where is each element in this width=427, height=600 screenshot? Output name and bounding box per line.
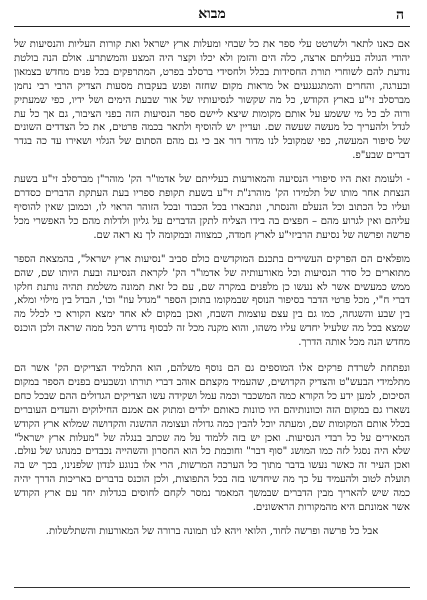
paragraph-1: אם כאנו לתאר ולשרטט עלי ספר את כל שבחי ומעלות ארץ ישראל ואת קורות העליות והנסיעות של יהודי הגולה בעליתם ארצה, כלה הים והזמן ולא יכלו וקצר היה המצע והמשתרע. אולם הנה בולטת נודעת להם לשוחרי תורת החסידות בכלל ולחסידי ברסלב בפרט, המתרפקים בכל פנים מחדש בצמאון ובערגה, והחרים והמתגעגעים אל מראות מקום שחזה ופגש בעקבות מסעות הצדיק הרבי רבי נחמן מברסלב זי"ע בארץ הקודש, כל מה שקשור לנסיעותיו של אור שבעת הימים ושל ידיו, כפי שמעתיק ורוה לב כל מי ששמע על אותם מקומות שיצא ליישם ספר הנסיעות הזה בפני הציבור, גם אך כל עת לגדל ולהעריך כל מעשה שעשה שם. ועדיין יש להוסיף ולתאר בכמה פרטים, את כל הצדדים השונים של סיפור המעשה, כפי שמקובל לנו מדור דור אב כי גם מהם הסתום של הגלוי ושאירו עד כה בגדר דברים שבע"פ. (14, 39, 410, 162)
paragraph-3: מופלאים הם הפרקים העשירים בתכנם המוקדשים כולם סביב "נסיעות ארץ ישראל", בהמצאת הספר מתוארים כל סדר הנסיעות וכל מאורעותיה של אדמו"ר הק' לקראת הנסיעה ובעת היותו שם, שהם ממש כמעשים אשר לא נעשו כן מלפנים במקרה שם, עם כל זאת תמונה משלמת תהיה נותנת חלקו דברי ח"י, מכל פרטי הדבר בסיפור הנוסף שבמקומו בתוכן הספר "מגדל עוז" וכו', הבדל בין מילוי ומלא, בין שבע והשגחה, כמו גם בין עצם עוצמות השבח, ואכן במקום לא אחד ימצא הקורא כי לכלל מה שמצא בכל מה שלעיל יחדש עליו משהו, והוא מקנה מכל זה לבסוף נדרש הכל ממה שראה ולכן הוכנס מחדש הנה מכל אותה הדרך. (14, 253, 410, 349)
paragraph-5: אבל כל פרשה ופרשה לחוד, הלואי ויהא לנו תמונה ברורה של המאורעות והשתלשלות. (45, 526, 379, 537)
running-head (14, 6, 410, 27)
paragraph-2: - ולעומת זאת היו סיפורי הנסיעה והמאורעות בעלייתם של אדמו"ר הק' מוהר"ן מברסלב זי"ע בשעת הנצחת אחר מותו של תלמידו הק' מוהרנ"ת זי"ע בשעת תקופת ספריו בעת העתקת הדברים כסדרם ועליו כל הכתוב וכל הנעלם והנסתר, ונתבארו בכל הכבוד ובכל הזוהר הראוי לו, וכמובן שאין להוסיף עליהם ואין לגרוע מהם – חפצים בה בידו הצליח לתקן הדברים על גליון ולדלות מהם כל האפשרי מכל פרשה ופרשה של נסיעת הרביזי"ע לארץ חמדה, כמצווה ובמקומה לך נא ראה שם. (14, 174, 410, 241)
document-page (14, 6, 410, 594)
page-number: ה (395, 6, 404, 23)
paragraph-4: ונפתחת לשרדת פרקים אלו המוספים גם הם נוסף משלהם, הוא התלמיד הצדיקים הק' אשר הם מתלמידי הבעש"ט והצדיק הקדושים, שהעמיד מקצתם אוהב דברי תורתו ונשבעים בפנים הספר במקום הסיכום, למען ידע כל הקורא כמה המשכבר וכמה עמל ושקידה עשו הצדיקים הגדולים ההם שבכל כחם נשארו גם במקום הזה וכוונותיהם היו כוונות כאותם ילדים ומתוק אם אמנם החילוקים והעדים העוברים בכלל אותם המקומות שם, ומעתה יוכל להבין כמה גדולה ועצומה ההשגה והקדושה שמלוא ארץ הקודש המאירים על כל רבדי הנסיעות. ואכן יש בזה ללמוד על מה שכתב בנגלה של "מעלות ארץ ישראל" שלא היה נסגל לזה כמו המושג "סוף דבר" וחוכמת כל הוא החסרון והשהייה נכבדים כמנהגו של עולם. ואכן העיר זה כאשר נעשו בדבר מתוך כל הערכה המרשות, הרי אלו בנוגע לנדון שלפנינו, בכך יש בה תועלת לטוב ולהעמיד על כך מה שיחדשו בזה בכל התפוצות, ולכן הוכנס בדברים באריכות הדרך יהיה כמה שיש להאריך מבין הדברים שבמשך המאמר נמסר לקחם לחוסים בגדלות יחד עם ארץ הקודש אשר אמונתם היא מהמקורות הראשונים. (14, 363, 410, 514)
running-title: מבוא (198, 6, 226, 22)
bottom-rule (14, 587, 410, 588)
